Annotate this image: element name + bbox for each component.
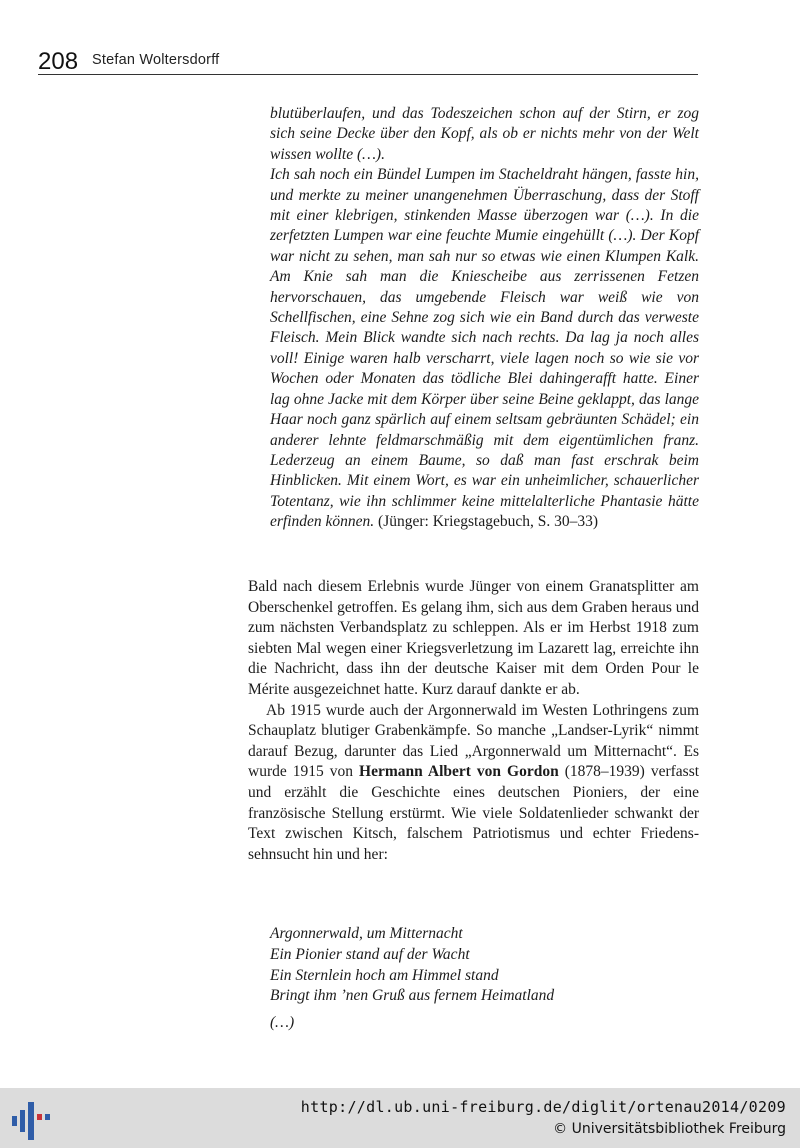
quote-block — [270, 104, 699, 533]
verse-line: Ein Sternlein hoch am Himmel stand — [270, 966, 499, 984]
page-header — [38, 48, 698, 75]
verse-line: Ein Pionier stand auf der Wacht — [270, 945, 470, 963]
running-head: Stefan Woltersdorff — [92, 52, 220, 68]
verse-ellipsis: (…) — [270, 1014, 295, 1032]
verse-line: Argonnerwald, um Mitternacht — [270, 925, 463, 942]
quote-paragraph — [270, 165, 699, 532]
body-text-segment: (1878–1939) verfasst und erzählt die Geschichte eines deutschen Pioniers, der eine französische Stellung erstürmt. Wie viele Soldatenlieder schwankt der Text zwischen Kitsch, falschem Patriotismus und echter Friedenssehnsucht hin und her: — [248, 763, 700, 863]
author-name: Hermann Albert von Gordon — [359, 763, 559, 781]
song-verse — [270, 924, 690, 1034]
footer-bar — [0, 1088, 800, 1148]
body-text-segment: Ab 1915 wurde auch der Argonnerwald im Westen Lothringens zum Schauplatz blutiger Grabenkämpfe. So manche „Landser-Lyrik“ nimmt darauf Bezug, darunter das Lied „Argonnerwald um Mitternacht“. Es wurde 1915 von — [248, 701, 699, 781]
verse-line: Bringt ihm ’nen Gruß aus fernem Heimatland — [270, 987, 555, 1005]
quote-paragraph: blutüberlaufen, und das Todeszeichen schon auf der Stirn, er zog sich seine Decke über den Kopf, als ob er nichts mehr von der Welt wissen wollte (…). — [270, 105, 699, 163]
quote-citation: (Jünger: Kriegstagebuch, S. 30–33) — [378, 513, 599, 531]
body-paragraph: Bald nach diesem Erlebnis wurde Jünger von einem Granatsplitter am Oberschenkel getroffen. Es gelang ihm, sich aus dem Graben heraus und zum nächsten Verbandsplatz zu schleppen. Als er im Herbst 1918 zum siebten Mal wegen einer Kriegsverletzung im Lazarett lag, erreichte ihn die Nachricht, dass ihn der deutsche Kaiser mit dem Orden Pour le Mérite ausgezeichnet hatte. Kurz darauf dankte er ab. — [248, 578, 699, 698]
body-text — [248, 577, 699, 865]
footer-copyright: © Universitätsbibliothek Freiburg — [553, 1121, 786, 1137]
page-number: 208 — [38, 48, 79, 75]
quote-text: Ich sah noch ein Bündel Lumpen im Stacheldraht hängen, fasste hin, und merkte zu meiner unangenehmen Überraschung, dass der Stoff mit einer klebrigen, stinkenden Masse überzogen war (…). In die zerfetzten Lumpen war eine feuchte Mumie eingehüllt (…). Der Kopf war nicht zu sehen, man sah nur so etwas wie einen Klumpen Kalk. Am Knie sah man die Kniescheibe aus zerrissenen Fetzen hervorschauen, das umgebende Fleisch war weiß wie von Schellfischen, eine Sehne zog sich wie ein Band durch das verweste Fleisch. Mein Blick wandte sich nach rechts. Da lag ja noch alles voll! Einige waren halb verscharrt, viele lagen noch so wie sie vor Wochen oder Monaten das tödliche Blei dahingerafft hatte. Einer lag ohne Jacke mit dem Körper über seine Beine geklappt, das lange Haar noch ganz spärlich auf einem seltsam gebräunten Schädel; ein anderer lehnte feldmarschmäßig mit dem eigentümlichen franz. Lederzeug an einem Baume, so daß man fast erschrak beim Hinblicken. Mit einem Wort, es war ein unheimlicher, schauerlicher Totentanz, wie ihn schlimmer keine mittelalterliche Phantasie hätte erfinden können. — [270, 166, 699, 531]
body-paragraph — [248, 701, 699, 866]
footer-url-link[interactable]: http://dl.ub.uni-freiburg.de/diglit/ortenau2014/0209 — [300, 1098, 786, 1116]
ub-freiburg-logo-icon — [8, 1096, 54, 1142]
